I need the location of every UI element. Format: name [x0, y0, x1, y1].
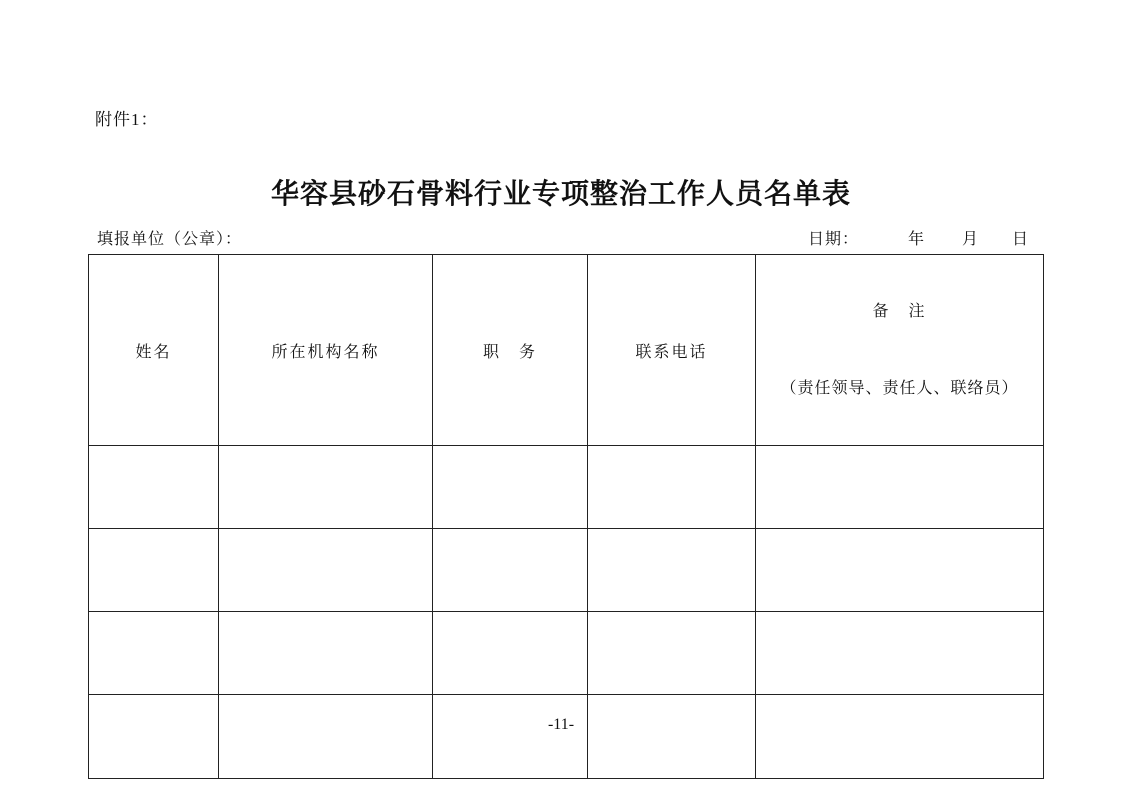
- table-cell: [588, 446, 756, 529]
- document-title: 华容县砂石骨料行业专项整治工作人员名单表: [270, 177, 851, 210]
- table-cell: [89, 695, 219, 779]
- table-cell: [89, 529, 219, 612]
- day-label: 日: [1012, 231, 1030, 248]
- table-cell: [588, 529, 756, 612]
- table-cell: [219, 695, 433, 779]
- remarks-subtitle: （责任领导、责任人、联络员）: [780, 380, 1019, 397]
- table-cell: [219, 612, 433, 695]
- table-cell: [219, 529, 433, 612]
- table-row: [89, 529, 1044, 612]
- table-cell: [433, 446, 588, 529]
- year-label: 年: [908, 231, 926, 248]
- remarks-title: 备 注: [872, 303, 927, 320]
- header-remarks: [756, 255, 1044, 446]
- table-cell: [433, 612, 588, 695]
- header-position: 职 务: [433, 255, 588, 446]
- header-name: 姓名: [89, 255, 219, 446]
- table-header-row: [89, 255, 1044, 446]
- header-organization: 所在机构名称: [219, 255, 433, 446]
- filing-unit-label: 填报单位（公章）：: [97, 231, 243, 248]
- table-cell: [433, 695, 588, 779]
- month-label: 月: [962, 231, 980, 248]
- table-cell: [756, 529, 1044, 612]
- table-row: [89, 446, 1044, 529]
- table-row: [89, 695, 1044, 779]
- table-cell: [756, 695, 1044, 779]
- table-cell: [588, 612, 756, 695]
- table-cell: [756, 446, 1044, 529]
- attachment-label: 附件1：: [95, 110, 159, 129]
- table-row: [89, 612, 1044, 695]
- table-cell: [433, 529, 588, 612]
- date-label: 日期：: [808, 231, 860, 248]
- page-number: -11-: [547, 716, 575, 733]
- table-cell: [588, 695, 756, 779]
- header-phone: 联系电话: [588, 255, 756, 446]
- table-cell: [756, 612, 1044, 695]
- staff-roster-table: [88, 254, 1044, 779]
- table-cell: [89, 612, 219, 695]
- table-cell: [219, 446, 433, 529]
- table-cell: [89, 446, 219, 529]
